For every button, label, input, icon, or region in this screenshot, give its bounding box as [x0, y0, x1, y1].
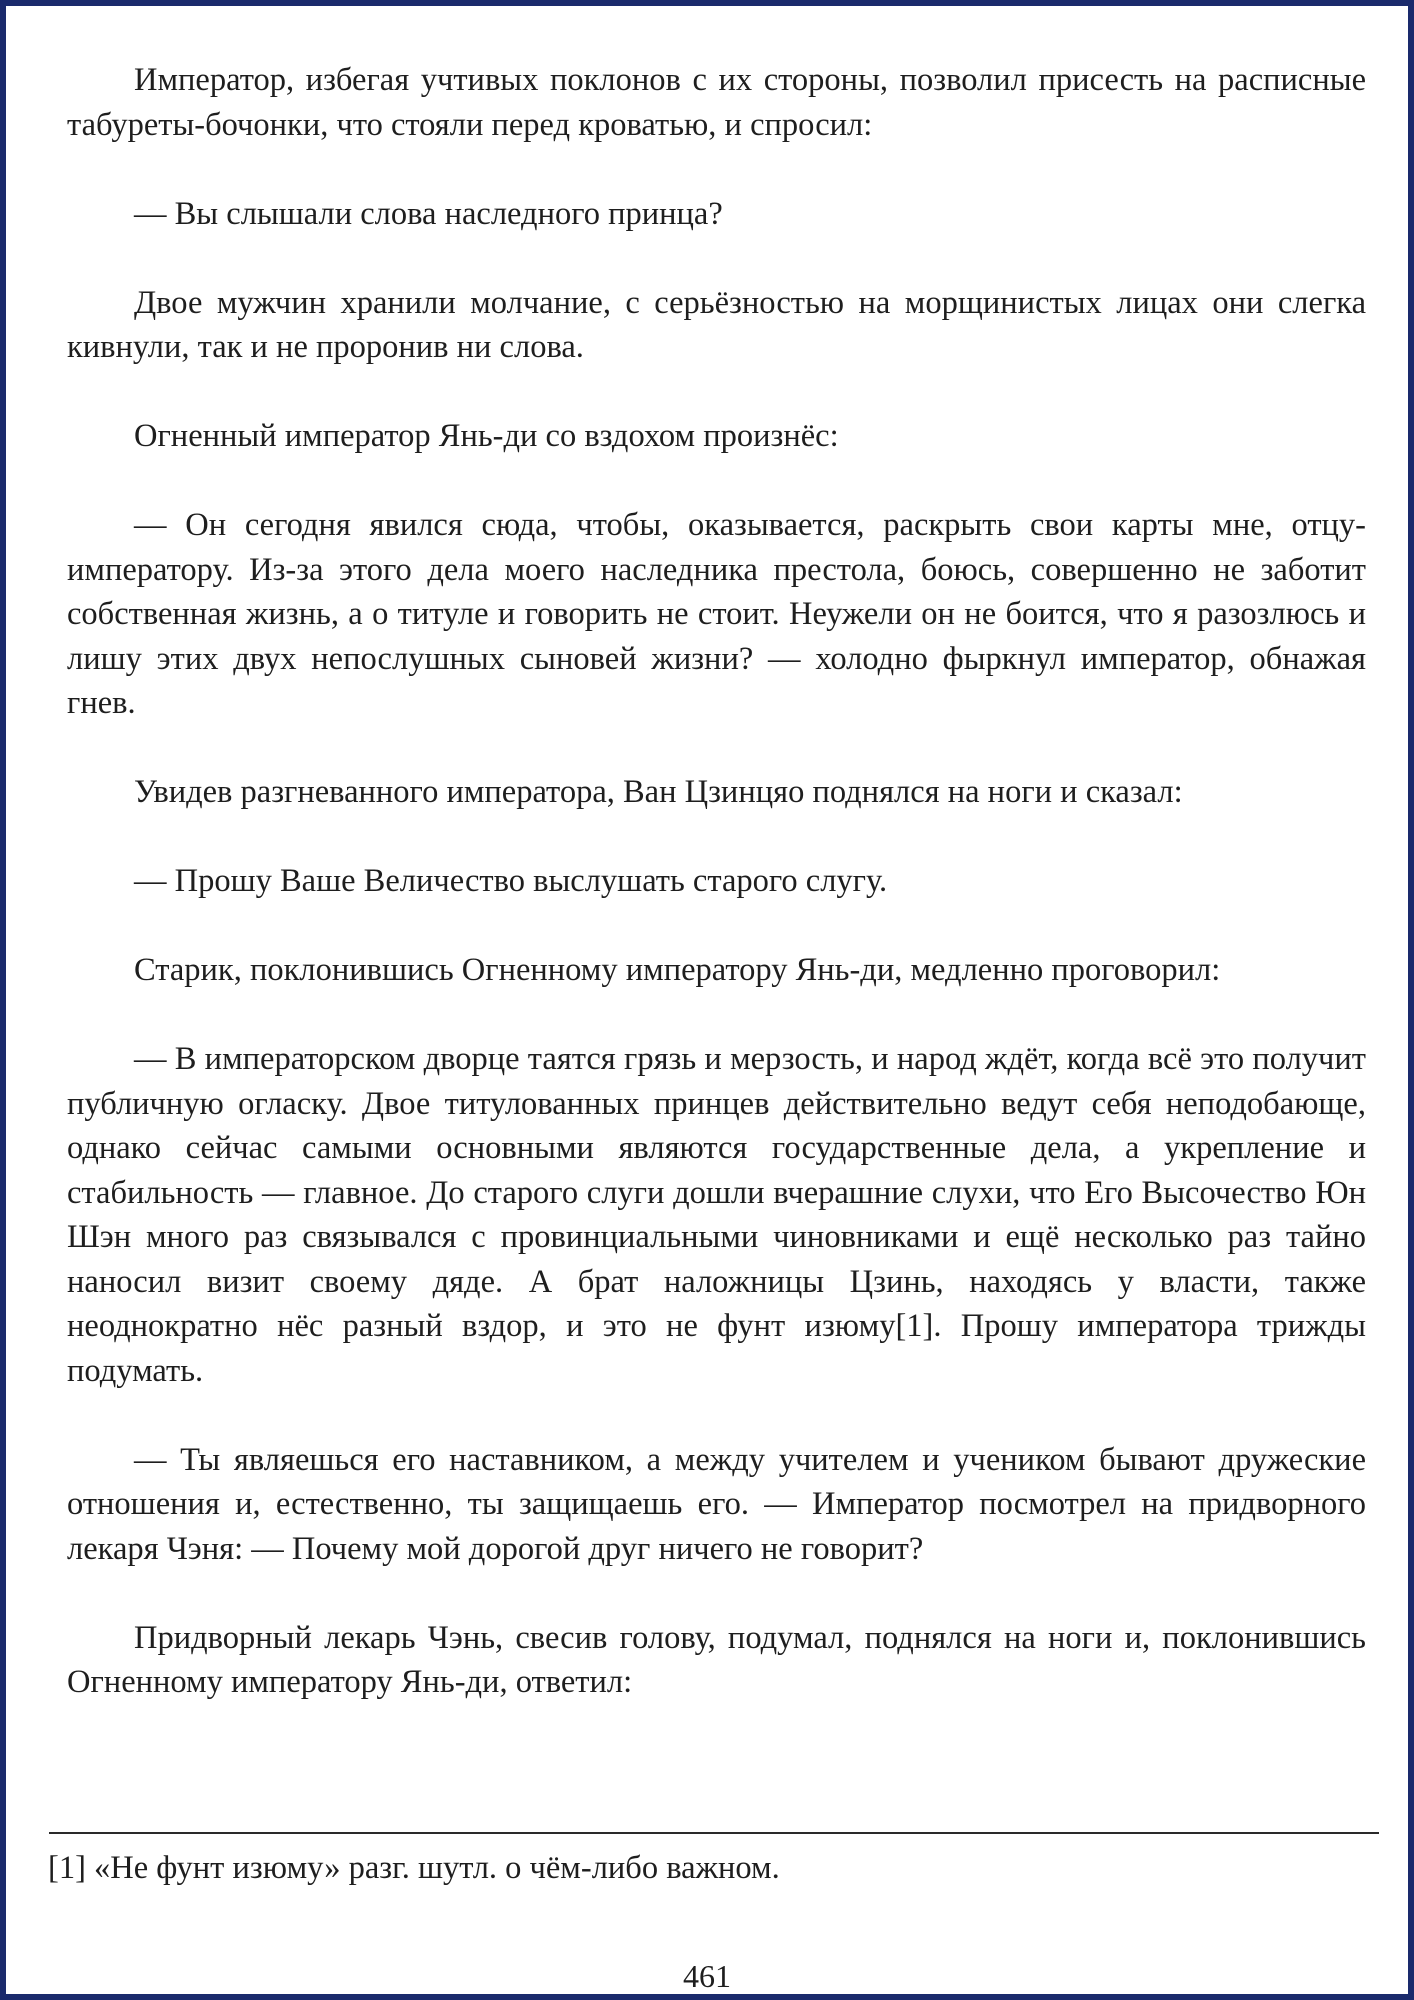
paragraph: Император, избегая учтивых поклонов с их стороны, позволил присесть на расписные табуреты-бочонки, что стояли перед кроватью, и спросил: — [67, 62, 1366, 143]
footnote: [1] «Не фунт изюму» разг. шутл. о чём-либо важном. — [48, 1850, 780, 1886]
paragraph: — Вы слышали слова наследного принца? — [134, 195, 723, 232]
page-number: 461 — [683, 1958, 731, 1994]
paragraph: Старик, поклонившись Огненному императору Янь-ди, медленно проговорил: — [134, 952, 1221, 988]
footnote-divider — [49, 1832, 1379, 1834]
paragraph: Придворный лекарь Чэнь, свесив голову, подумал, поднялся на ноги и, поклонившись Огненному императору Янь-ди, ответил: — [67, 1619, 1366, 1700]
paragraph: Увидев разгневанного императора, Ван Цзинцяо поднялся на ноги и сказал: — [134, 774, 1183, 810]
body-text — [67, 58, 1366, 1749]
paragraph: — Он сегодня явился сюда, чтобы, оказывается, раскрыть свои карты мне, отцу-императору. Из-за этого дела моего наследника престола, боюсь, совершенно не заботит собственная жизнь, а о титуле и говорить не стоит. Неужели он не боится, что я разозлюсь и лишу этих двух непослушных сыновей жизни? — холодно фыркнул император, обнажая гнев. — [67, 507, 1366, 721]
paragraph: — Прошу Ваше Величество выслушать старого слугу. — [134, 863, 888, 899]
paragraph: — Ты являешься его наставником, а между учителем и учеником бывают дружеские отношения и, естественно, ты защищаешь его. — Император посмотрел на придворного лекаря Чэня: — Почему мой дорогой друг ничего не говорит? — [67, 1441, 1366, 1567]
paragraph: — В императорском дворце таятся грязь и мерзость, и народ ждёт, когда всё это получит публичную огласку. Двое титулованных принцев действительно ведут себя неподобающе, однако сейчас самыми основными являются государственные дела, а укрепление и стабильность — главное. До старого слуги дошли вчерашние слухи, что Его Высочество Юн Шэн много раз связывался с провинциальными чиновниками и ещё несколько раз тайно наносил визит своему дяде. А брат наложницы Цзинь, находясь у власти, также неоднократно нёс разный вздор, и это не фунт изюму[1]. Прошу императора трижды подумать. — [67, 1041, 1366, 1389]
paragraph: Двое мужчин хранили молчание, с серьёзностью на морщинистых лицах они слегка кивнули, так и не проронив ни слова. — [67, 284, 1366, 365]
paragraph: Огненный император Янь-ди со вздохом произнёс: — [134, 418, 839, 454]
